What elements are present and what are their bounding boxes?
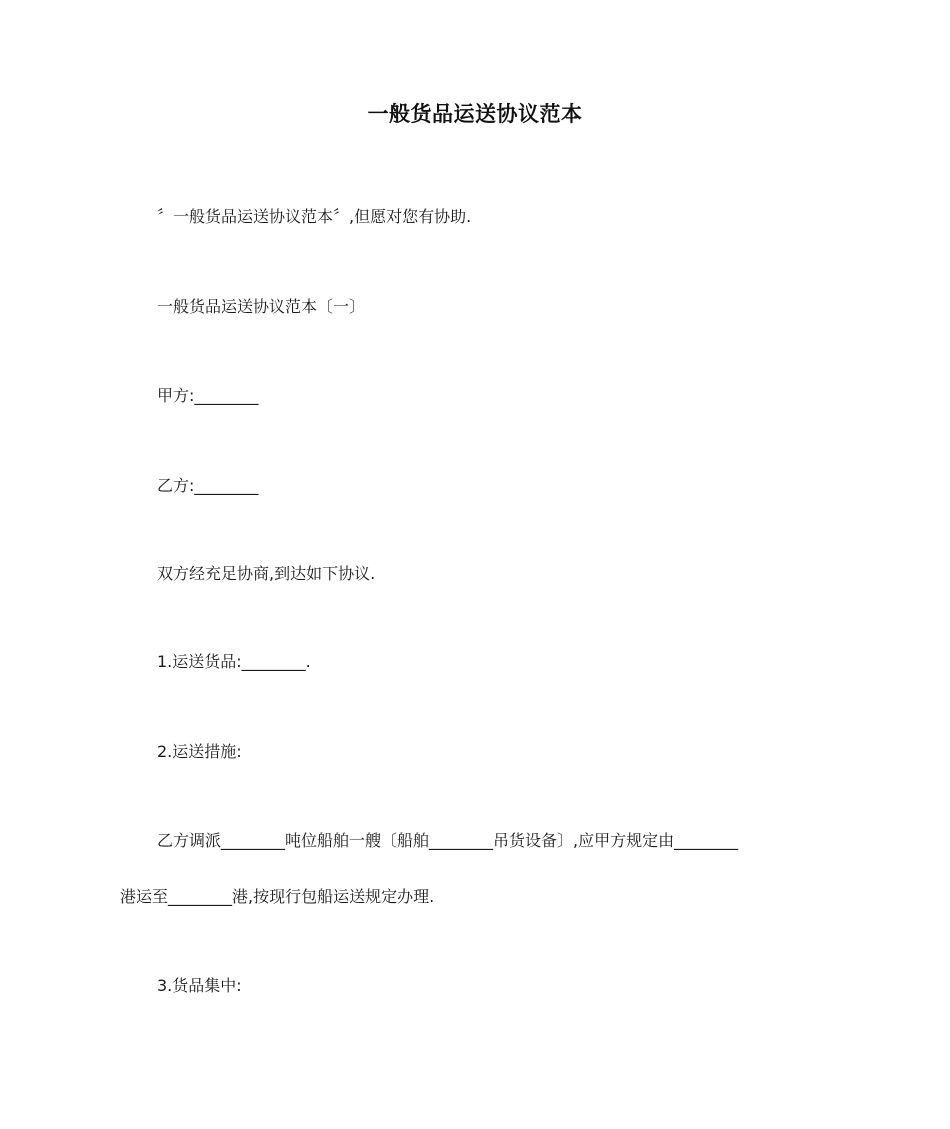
section-heading: 一般货品运送协议范本〔一〕 [157,297,366,316]
clause-3: 3.货品集中: [157,976,242,995]
agreement-intro: 双方经充足协商,到达如下协议. [157,564,376,583]
clause-1: 1.运送货品:________. [157,652,311,671]
document-title: 一般货品运送协议范本 [367,102,583,126]
party-a-line: 甲方:________ [157,386,259,405]
clause-2: 2.运送措施: [157,742,242,761]
clause-2-body-line-2: 港运至________港,按现行包船运送规定办理. [120,887,435,906]
intro-paragraph: 〞一般货品运送协议范本〞,但愿对您有协助. [157,207,472,226]
clause-2-body-line-1: 乙方调派________吨位船舶一艘〔船舶________吊货设备〕,应甲方规定由________ [157,831,739,850]
party-b-line: 乙方:________ [157,476,259,495]
